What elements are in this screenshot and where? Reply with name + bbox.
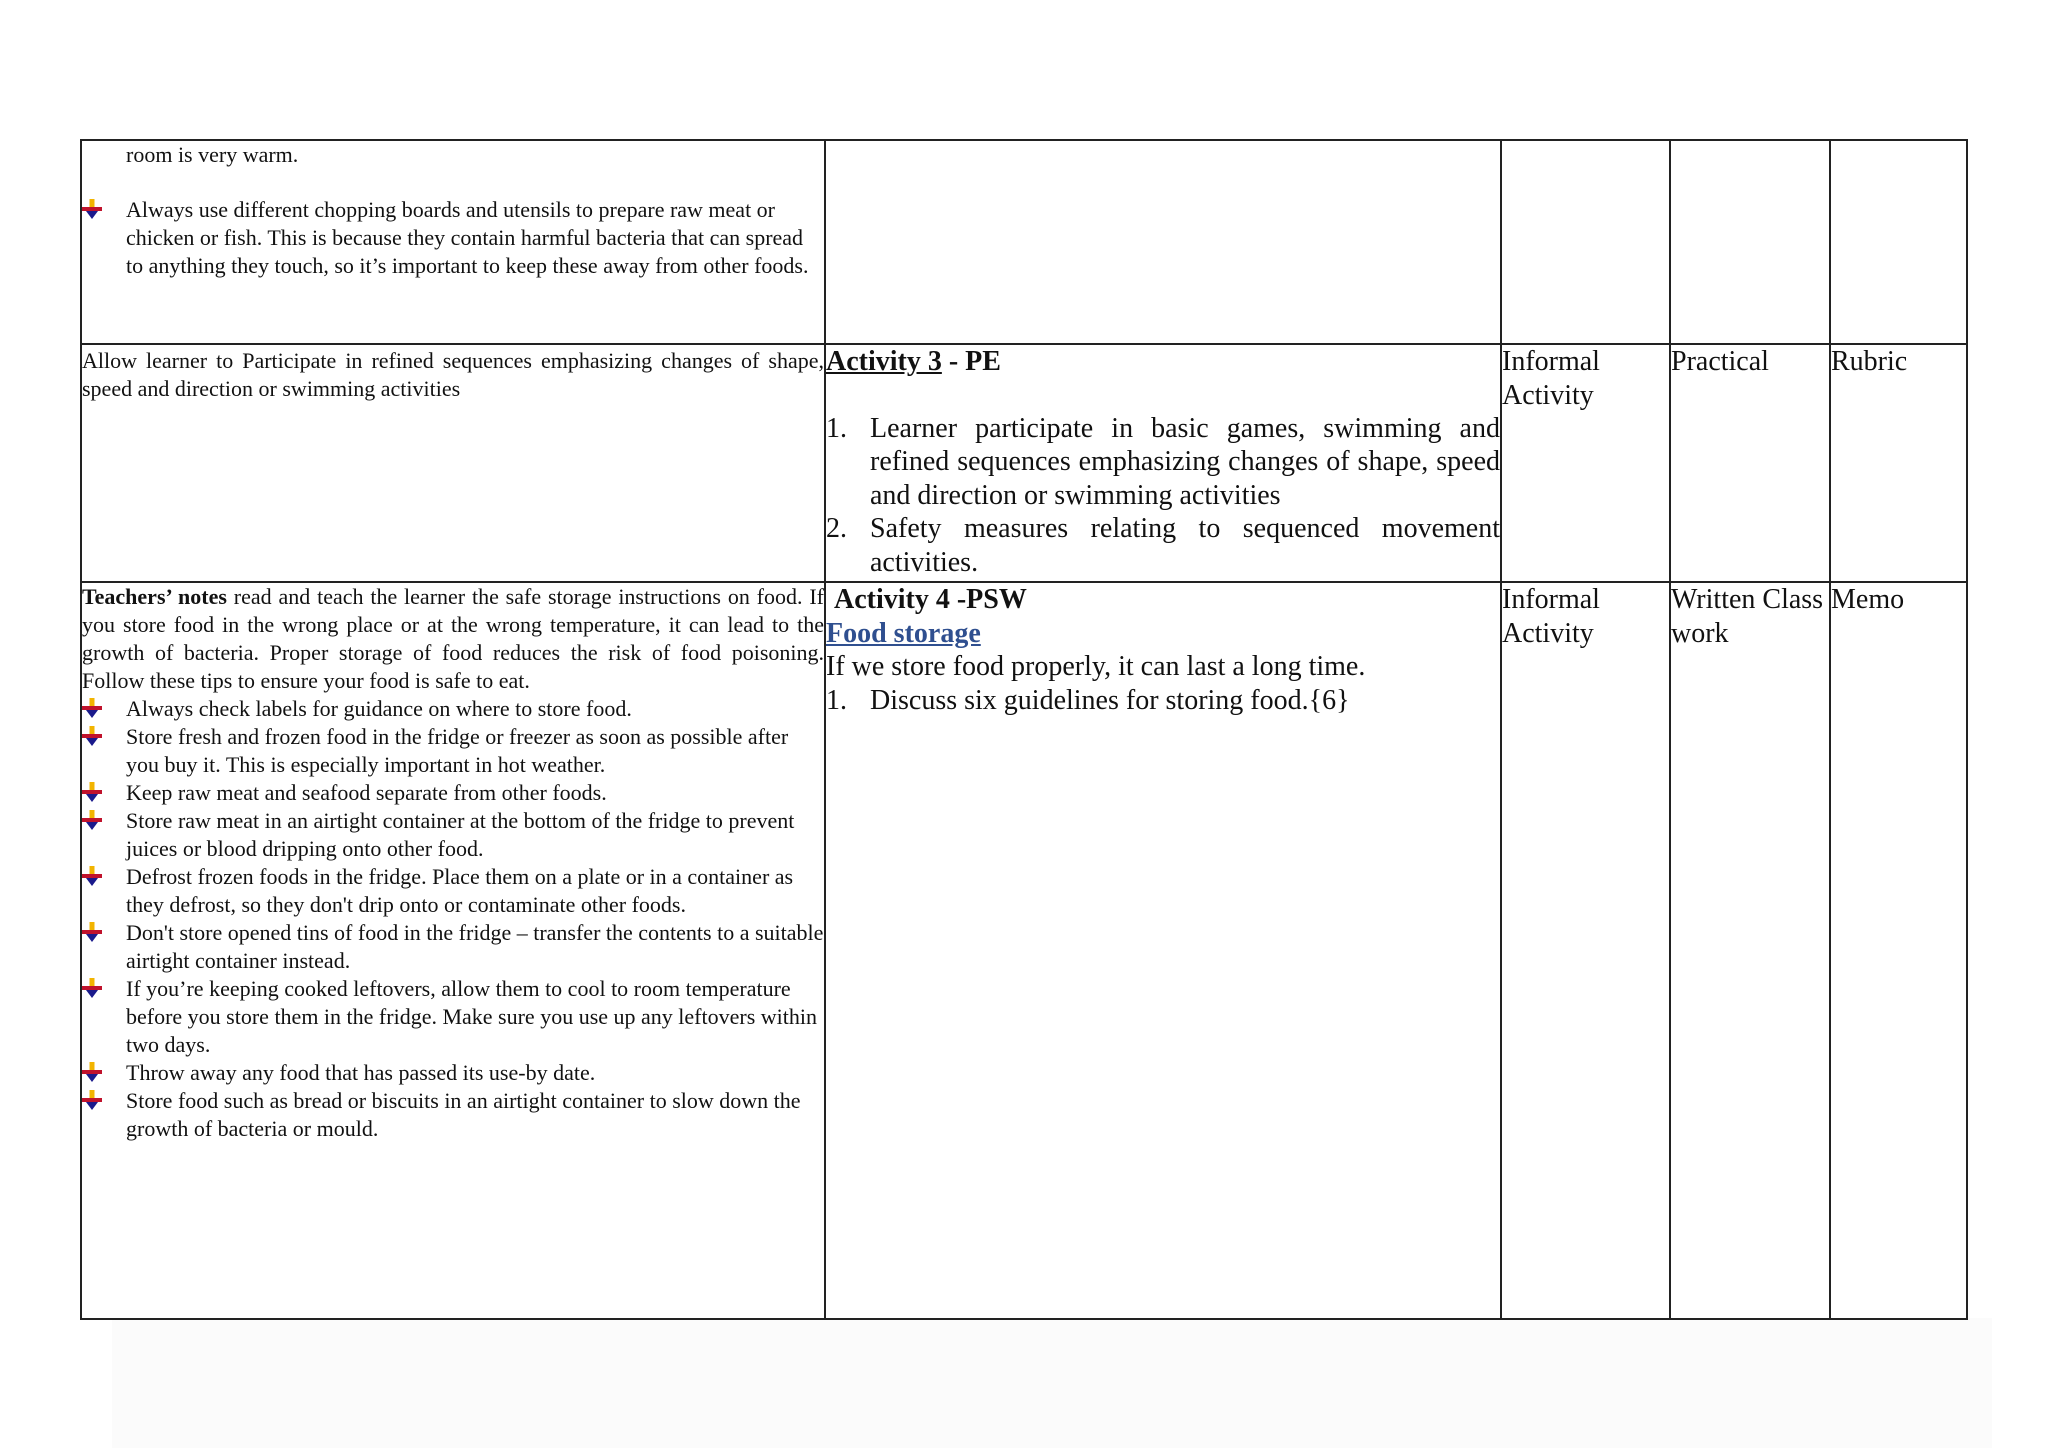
type-cell [1501, 140, 1670, 344]
list-item [82, 779, 824, 807]
list-item [826, 684, 1500, 718]
list-item [826, 412, 1500, 513]
form-cell [1670, 582, 1830, 1319]
list-item [82, 1087, 824, 1143]
list-item [826, 512, 1500, 579]
tip-text: Don't store opened tins of food in the fridge – transfer the contents to a suitable airtight container instead. [126, 920, 824, 973]
item-text: Learner participate in basic games, swimming and refined sequences emphasizing changes of shape, speed and direction or swimming activities [870, 412, 1500, 511]
notes-text: read and teach the learner the safe storage instructions on food. If you store food in the wrong place or at the wrong temperature, it can lead to the growth of bacteria. Proper storage of food reduces the risk of food poisoning. Follow these tips to ensure your food is safe to eat. [82, 584, 824, 693]
arrow-bullet-icon [82, 698, 102, 718]
activity-title: Activity 4 -PSW [834, 584, 1027, 615]
item-text: Safety measures relating to sequenced movement activities. [870, 513, 1500, 578]
table-row [81, 140, 1967, 344]
teacher-notes-cell [81, 140, 825, 344]
item-number: 2. [826, 513, 847, 544]
notes-paragraph [82, 583, 824, 695]
tool-cell [1830, 344, 1967, 582]
activity-cell [825, 582, 1501, 1319]
food-storage-link[interactable]: Food storage [826, 617, 981, 649]
lesson-plan-table [80, 139, 1968, 1320]
list-item [82, 975, 824, 1059]
form-cell [1670, 344, 1830, 582]
page-shade [112, 1318, 1992, 1448]
type-cell [1501, 344, 1670, 582]
tips-list [82, 695, 824, 1143]
type-cell [1501, 582, 1670, 1319]
activity-subject: - PE [941, 346, 1001, 377]
activity-intro: If we store food properly, it can last a long time. [826, 651, 1366, 682]
tip-text: Store food such as bread or biscuits in an airtight container to slow down the growth of bacteria or mould. [126, 1088, 801, 1141]
list-item [82, 807, 824, 863]
list-item [82, 695, 824, 723]
activity-list [826, 684, 1500, 718]
list-item [82, 863, 824, 919]
arrow-bullet-icon [82, 1090, 102, 1110]
arrow-bullet-icon [82, 922, 102, 942]
assessment-tool: Memo [1831, 584, 1905, 615]
arrow-bullet-icon [82, 810, 102, 830]
tip-text: Always use different chopping boards and utensils to prepare raw meat or chicken or fish. This is because they contain harmful bacteria that can spread to anything they touch, so it’s important to keep these away from other foods. [126, 197, 809, 278]
arrow-bullet-icon [82, 978, 102, 998]
tool-cell [1830, 140, 1967, 344]
table-row [81, 344, 1967, 582]
list-item [82, 723, 824, 779]
item-number: 1. [826, 684, 847, 716]
table-row [81, 582, 1967, 1319]
tip-text: Defrost frozen foods in the fridge. Place them on a plate or in a container as they defrost, so they don't drip onto or contaminate other foods. [126, 864, 794, 917]
form-cell [1670, 140, 1830, 344]
tip-text: If you’re keeping cooked leftovers, allow them to cool to room temperature before you store them in the fridge. Make sure you use up any leftovers within two days. [126, 976, 817, 1057]
teacher-notes-cell [81, 344, 825, 582]
assessment-tool: Rubric [1831, 346, 1908, 377]
list-item [82, 196, 824, 280]
assessment-form: Practical [1671, 346, 1769, 377]
list-item [82, 1059, 824, 1087]
item-number: 1. [826, 412, 847, 444]
arrow-bullet-icon [82, 1062, 102, 1082]
tip-text: Always check labels for guidance on where to store food. [126, 696, 632, 721]
activity-cell [825, 140, 1501, 344]
objective-text: Allow learner to Participate in refined sequences emphasizing changes of shape, speed and direction or swimming activities [82, 348, 824, 401]
activity-list [826, 412, 1500, 580]
arrow-bullet-icon [82, 782, 102, 802]
tip-text: Store fresh and frozen food in the fridge or freezer as soon as possible after you buy it. This is especially important in hot weather. [126, 724, 789, 777]
assessment-type: Informal Activity [1502, 584, 1600, 649]
teacher-notes-cell [81, 582, 825, 1319]
item-text: Discuss six guidelines for storing food.{6} [870, 684, 1350, 716]
assessment-type: Informal Activity [1502, 346, 1600, 411]
continuation-text: room is very warm. [126, 142, 299, 167]
activity-title: Activity 3 [826, 346, 942, 377]
tips-list [82, 196, 824, 280]
list-item [82, 919, 824, 975]
notes-label: Teachers’ notes [82, 584, 227, 609]
tip-text: Throw away any food that has passed its use-by date. [126, 1060, 596, 1085]
arrow-bullet-icon [82, 199, 102, 219]
arrow-bullet-icon [82, 726, 102, 746]
tool-cell [1830, 582, 1967, 1319]
tip-text: Keep raw meat and seafood separate from other foods. [126, 780, 607, 805]
assessment-form: Written Class work [1671, 584, 1824, 649]
activity-cell [825, 344, 1501, 582]
tip-text: Store raw meat in an airtight container at the bottom of the fridge to prevent juices or blood dripping onto other food. [126, 808, 795, 861]
arrow-bullet-icon [82, 866, 102, 886]
